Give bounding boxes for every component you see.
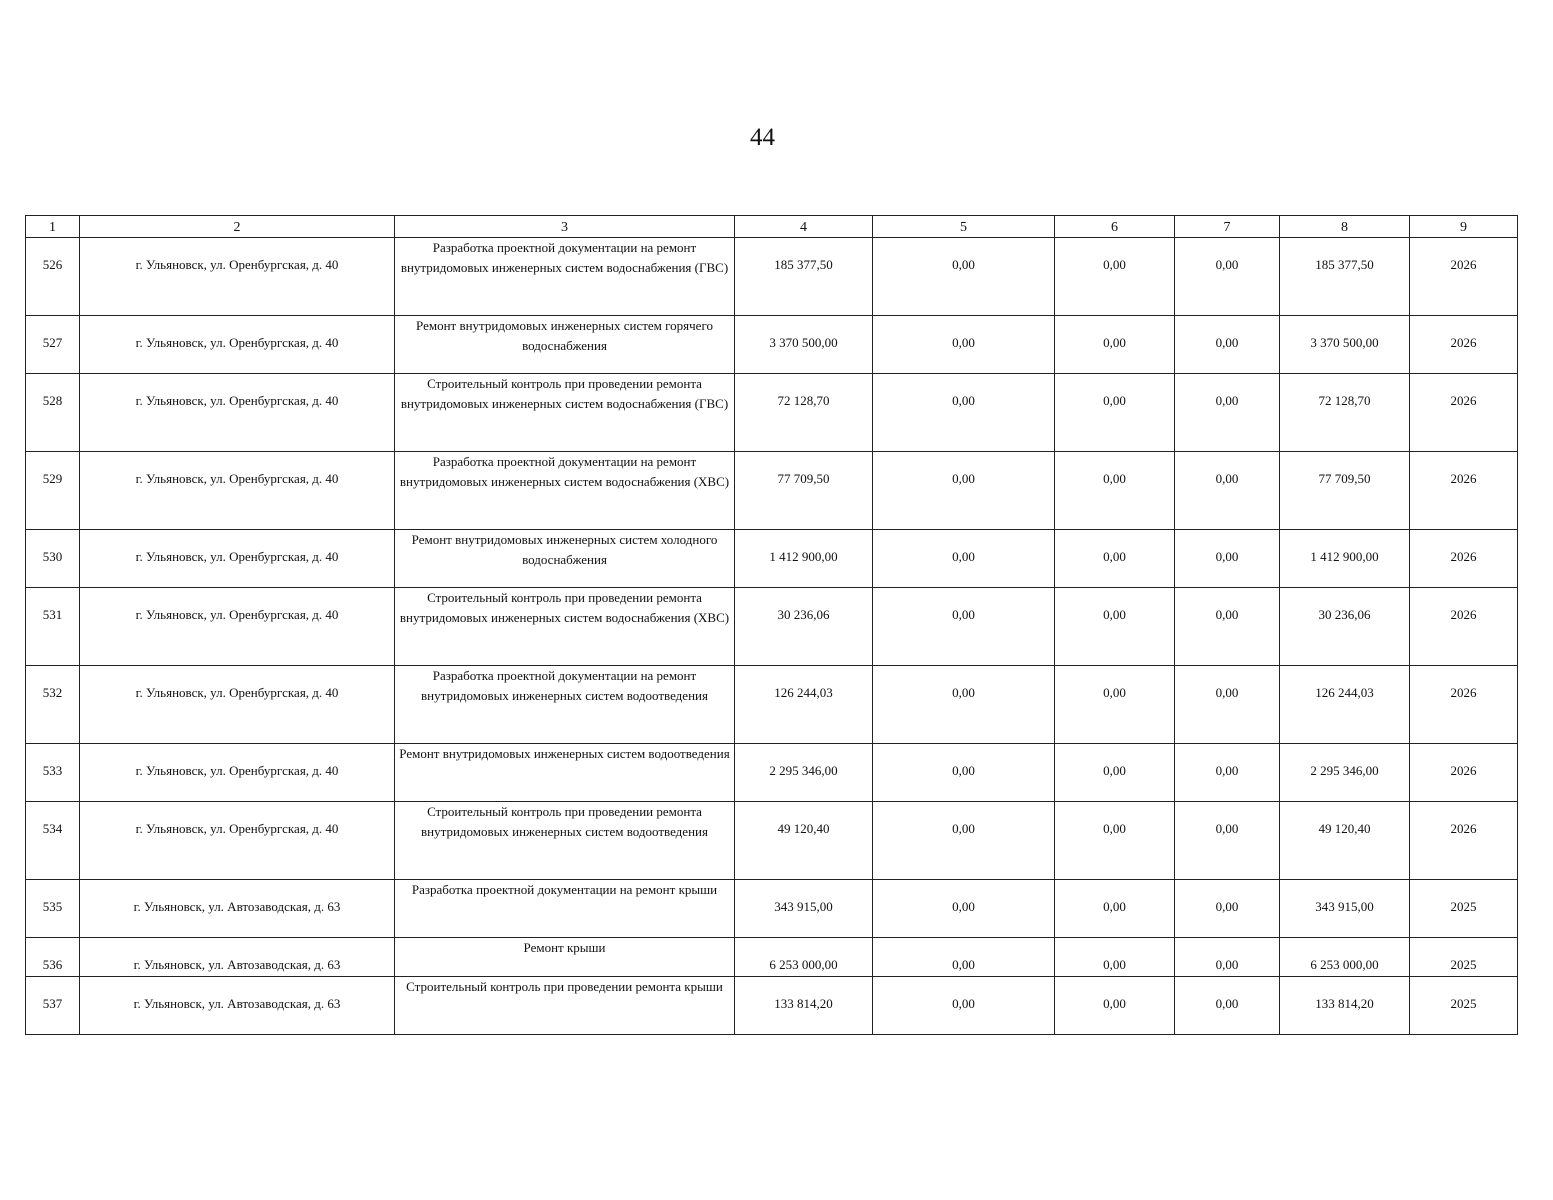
col5-value-cell	[873, 977, 1055, 1035]
col5-value-cell-text: 0,00	[952, 393, 975, 408]
fund-cost-cell-text: 49 120,40	[1318, 821, 1371, 836]
row-number-cell-text: 537	[42, 996, 63, 1011]
col5-value-cell	[873, 374, 1055, 452]
row-number-cell-text: 529	[42, 471, 63, 486]
year-cell-text: 2026	[1450, 685, 1477, 700]
total-cost-cell-text: 185 377,50	[774, 257, 833, 272]
fund-cost-cell-text: 185 377,50	[1315, 257, 1374, 272]
col7-value-cell	[1175, 316, 1280, 374]
col6-value-cell	[1055, 802, 1175, 880]
year-cell-text: 2026	[1450, 335, 1477, 350]
fund-cost-cell-text: 2 295 346,00	[1310, 763, 1379, 778]
col6-value-cell-text: 0,00	[1103, 607, 1126, 622]
total-cost-cell	[735, 316, 873, 374]
col6-value-cell-text: 0,00	[1103, 763, 1126, 778]
col7-value-cell-text: 0,00	[1215, 996, 1239, 1011]
column-header: 5	[873, 216, 1055, 238]
year-cell	[1410, 802, 1518, 880]
total-cost-cell	[735, 938, 873, 977]
work-type-cell-text: Ремонт внутридомовых инженерных систем горячего водоснабжения	[416, 318, 713, 353]
col6-value-cell-text: 0,00	[1103, 257, 1126, 272]
col6-value-cell	[1055, 238, 1175, 316]
col7-value-cell	[1175, 802, 1280, 880]
row-number-cell-text: 535	[42, 899, 63, 914]
column-header: 7	[1175, 216, 1280, 238]
year-cell-text: 2025	[1450, 996, 1477, 1011]
fund-cost-cell	[1280, 977, 1410, 1035]
row-number-cell-text: 528	[42, 393, 63, 408]
year-cell	[1410, 938, 1518, 977]
col7-value-cell-text: 0,00	[1215, 335, 1239, 350]
work-type-cell	[395, 802, 735, 880]
fund-cost-cell-text: 1 412 900,00	[1310, 549, 1379, 564]
fund-cost-cell	[1280, 744, 1410, 802]
address-cell-text: г. Ульяновск, ул. Оренбургская, д. 40	[135, 685, 339, 700]
col6-value-cell	[1055, 452, 1175, 530]
work-type-cell-text: Разработка проектной документации на ремонт внутридомовых инженерных систем водоснабжения (ГВС)	[400, 240, 729, 275]
col7-value-cell	[1175, 880, 1280, 938]
row-number-cell	[26, 744, 80, 802]
year-cell-text: 2025	[1450, 899, 1477, 914]
col5-value-cell-text: 0,00	[952, 763, 975, 778]
year-cell	[1410, 880, 1518, 938]
col7-value-cell-text: 0,00	[1215, 257, 1239, 272]
fund-cost-cell-text: 126 244,03	[1315, 685, 1374, 700]
work-type-cell	[395, 744, 735, 802]
header-row	[26, 216, 1518, 238]
col6-value-cell-text: 0,00	[1103, 996, 1126, 1011]
address-cell-text: г. Ульяновск, ул. Оренбургская, д. 40	[135, 335, 339, 350]
row-number-cell	[26, 588, 80, 666]
fund-cost-cell-text: 133 814,20	[1315, 996, 1374, 1011]
year-cell	[1410, 374, 1518, 452]
total-cost-cell	[735, 452, 873, 530]
fund-cost-cell	[1280, 802, 1410, 880]
work-type-cell	[395, 938, 735, 977]
total-cost-cell-text: 3 370 500,00	[769, 335, 838, 350]
column-header: 1	[26, 216, 80, 238]
col5-value-cell-text: 0,00	[952, 471, 975, 486]
total-cost-cell-text: 343 915,00	[774, 899, 833, 914]
fund-cost-cell	[1280, 666, 1410, 744]
col5-value-cell-text: 0,00	[952, 257, 975, 272]
table-row	[26, 744, 1518, 802]
row-number-cell-text: 533	[42, 763, 63, 778]
row-number-cell-text: 534	[42, 821, 63, 836]
col7-value-cell	[1175, 374, 1280, 452]
row-number-cell-text: 526	[42, 257, 63, 272]
col5-value-cell-text: 0,00	[952, 899, 975, 914]
year-cell	[1410, 316, 1518, 374]
fund-cost-cell-text: 343 915,00	[1315, 899, 1374, 914]
work-type-cell	[395, 530, 735, 588]
address-cell	[80, 802, 395, 880]
table-row	[26, 802, 1518, 880]
col7-value-cell-text: 0,00	[1215, 763, 1239, 778]
total-cost-cell-text: 30 236,06	[777, 607, 830, 622]
col6-value-cell	[1055, 374, 1175, 452]
address-cell-text: г. Ульяновск, ул. Оренбургская, д. 40	[135, 763, 339, 778]
col5-value-cell	[873, 802, 1055, 880]
row-number-cell-text: 531	[42, 607, 63, 622]
row-number-cell	[26, 666, 80, 744]
col7-value-cell	[1175, 666, 1280, 744]
address-cell	[80, 588, 395, 666]
address-cell	[80, 880, 395, 938]
address-cell	[80, 374, 395, 452]
total-cost-cell	[735, 977, 873, 1035]
col5-value-cell	[873, 530, 1055, 588]
row-number-cell	[26, 530, 80, 588]
row-number-cell	[26, 316, 80, 374]
col6-value-cell-text: 0,00	[1103, 899, 1126, 914]
address-cell	[80, 238, 395, 316]
work-type-cell-text: Ремонт крыши	[523, 940, 606, 955]
address-cell	[80, 938, 395, 977]
total-cost-cell	[735, 530, 873, 588]
total-cost-cell	[735, 238, 873, 316]
address-cell-text: г. Ульяновск, ул. Оренбургская, д. 40	[135, 257, 339, 272]
col5-value-cell	[873, 938, 1055, 977]
column-header: 4	[735, 216, 873, 238]
work-type-cell	[395, 452, 735, 530]
row-number-cell-text: 532	[42, 685, 63, 700]
total-cost-cell-text: 49 120,40	[777, 821, 830, 836]
address-cell-text: г. Ульяновск, ул. Оренбургская, д. 40	[135, 393, 339, 408]
row-number-cell-text: 527	[42, 335, 63, 350]
total-cost-cell	[735, 374, 873, 452]
row-number-cell	[26, 977, 80, 1035]
work-type-cell-text: Разработка проектной документации на ремонт крыши	[411, 882, 718, 897]
col5-value-cell-text: 0,00	[952, 335, 975, 350]
work-type-cell-text: Строительный контроль при проведении ремонта внутридомовых инженерных систем водоотведения	[421, 804, 708, 839]
table-row	[26, 316, 1518, 374]
table-row	[26, 238, 1518, 316]
work-type-cell-text: Разработка проектной документации на ремонт внутридомовых инженерных систем водоснабжения (ХВС)	[399, 454, 730, 489]
work-type-cell-text: Ремонт внутридомовых инженерных систем холодного водоснабжения	[411, 532, 718, 567]
column-header: 6	[1055, 216, 1175, 238]
fund-cost-cell-text: 3 370 500,00	[1310, 335, 1379, 350]
address-cell-text: г. Ульяновск, ул. Автозаводская, д. 63	[133, 996, 341, 1011]
work-type-cell	[395, 666, 735, 744]
table-row	[26, 938, 1518, 977]
row-number-cell-text: 536	[42, 957, 63, 972]
col5-value-cell	[873, 880, 1055, 938]
work-type-cell	[395, 880, 735, 938]
fund-cost-cell	[1280, 880, 1410, 938]
col7-value-cell-text: 0,00	[1215, 821, 1239, 836]
work-type-cell-text: Строительный контроль при проведении ремонта внутридомовых инженерных систем водоснабжения (ГВС)	[400, 376, 729, 411]
address-cell-text: г. Ульяновск, ул. Оренбургская, д. 40	[135, 821, 339, 836]
row-number-cell	[26, 452, 80, 530]
fund-cost-cell	[1280, 374, 1410, 452]
col7-value-cell	[1175, 977, 1280, 1035]
col7-value-cell-text: 0,00	[1215, 899, 1239, 914]
col5-value-cell-text: 0,00	[952, 607, 975, 622]
total-cost-cell	[735, 880, 873, 938]
col7-value-cell-text: 0,00	[1215, 607, 1239, 622]
repair-plan-table	[25, 215, 1518, 1035]
fund-cost-cell-text: 6 253 000,00	[1310, 957, 1379, 972]
row-number-cell	[26, 938, 80, 977]
year-cell	[1410, 530, 1518, 588]
table-row	[26, 452, 1518, 530]
column-header: 3	[395, 216, 735, 238]
col6-value-cell	[1055, 938, 1175, 977]
col5-value-cell	[873, 588, 1055, 666]
fund-cost-cell-text: 30 236,06	[1318, 607, 1371, 622]
col7-value-cell	[1175, 452, 1280, 530]
address-cell-text: г. Ульяновск, ул. Оренбургская, д. 40	[135, 471, 339, 486]
col5-value-cell	[873, 238, 1055, 316]
total-cost-cell	[735, 666, 873, 744]
row-number-cell-text: 530	[42, 549, 63, 564]
col7-value-cell-text: 0,00	[1215, 471, 1239, 486]
total-cost-cell-text: 1 412 900,00	[769, 549, 838, 564]
col7-value-cell-text: 0,00	[1215, 685, 1239, 700]
year-cell-text: 2026	[1450, 763, 1477, 778]
col6-value-cell-text: 0,00	[1103, 393, 1126, 408]
col5-value-cell	[873, 452, 1055, 530]
work-type-cell	[395, 238, 735, 316]
year-cell-text: 2025	[1450, 957, 1477, 972]
col6-value-cell-text: 0,00	[1103, 957, 1126, 972]
total-cost-cell	[735, 744, 873, 802]
year-cell	[1410, 744, 1518, 802]
table-row	[26, 530, 1518, 588]
total-cost-cell-text: 6 253 000,00	[769, 957, 838, 972]
address-cell	[80, 666, 395, 744]
address-cell-text: г. Ульяновск, ул. Автозаводская, д. 63	[133, 899, 341, 914]
table-row	[26, 977, 1518, 1035]
total-cost-cell-text: 126 244,03	[774, 685, 833, 700]
col7-value-cell-text: 0,00	[1215, 957, 1239, 972]
year-cell-text: 2026	[1450, 471, 1477, 486]
fund-cost-cell	[1280, 452, 1410, 530]
column-header: 2	[80, 216, 395, 238]
row-number-cell	[26, 238, 80, 316]
col7-value-cell	[1175, 938, 1280, 977]
year-cell	[1410, 452, 1518, 530]
col5-value-cell-text: 0,00	[952, 957, 975, 972]
year-cell-text: 2026	[1450, 607, 1477, 622]
work-type-cell-text: Строительный контроль при проведении ремонта крыши	[406, 979, 723, 994]
column-header: 8	[1280, 216, 1410, 238]
total-cost-cell-text: 2 295 346,00	[769, 763, 838, 778]
table-body	[26, 238, 1518, 1035]
total-cost-cell-text: 72 128,70	[777, 393, 830, 408]
work-type-cell-text: Строительный контроль при проведении ремонта внутридомовых инженерных систем водоснабжения (ХВС)	[399, 590, 730, 625]
fund-cost-cell	[1280, 316, 1410, 374]
fund-cost-cell	[1280, 530, 1410, 588]
year-cell-text: 2026	[1450, 549, 1477, 564]
col5-value-cell	[873, 316, 1055, 374]
col6-value-cell	[1055, 588, 1175, 666]
table-row	[26, 880, 1518, 938]
work-type-cell	[395, 588, 735, 666]
total-cost-cell-text: 133 814,20	[774, 996, 833, 1011]
address-cell	[80, 977, 395, 1035]
col6-value-cell-text: 0,00	[1103, 549, 1126, 564]
col6-value-cell-text: 0,00	[1103, 685, 1126, 700]
col7-value-cell	[1175, 530, 1280, 588]
col7-value-cell	[1175, 238, 1280, 316]
column-header: 9	[1410, 216, 1518, 238]
total-cost-cell-text: 77 709,50	[777, 471, 830, 486]
year-cell	[1410, 977, 1518, 1035]
address-cell-text: г. Ульяновск, ул. Оренбургская, д. 40	[135, 607, 339, 622]
address-cell	[80, 316, 395, 374]
col6-value-cell	[1055, 977, 1175, 1035]
fund-cost-cell	[1280, 938, 1410, 977]
col7-value-cell-text: 0,00	[1215, 549, 1239, 564]
work-type-cell	[395, 374, 735, 452]
total-cost-cell	[735, 588, 873, 666]
col6-value-cell	[1055, 744, 1175, 802]
row-number-cell	[26, 802, 80, 880]
col5-value-cell-text: 0,00	[952, 996, 975, 1011]
col5-value-cell-text: 0,00	[952, 549, 975, 564]
work-type-cell	[395, 316, 735, 374]
fund-cost-cell	[1280, 588, 1410, 666]
col5-value-cell-text: 0,00	[952, 685, 975, 700]
fund-cost-cell	[1280, 238, 1410, 316]
col6-value-cell-text: 0,00	[1103, 471, 1126, 486]
year-cell-text: 2026	[1450, 393, 1477, 408]
work-type-cell-text: Разработка проектной документации на ремонт внутридомовых инженерных систем водоотведения	[421, 668, 708, 703]
address-cell	[80, 530, 395, 588]
year-cell	[1410, 666, 1518, 744]
total-cost-cell	[735, 802, 873, 880]
address-cell	[80, 744, 395, 802]
col5-value-cell	[873, 744, 1055, 802]
work-type-cell-text: Ремонт внутридомовых инженерных систем водоотведения	[399, 746, 730, 761]
col6-value-cell	[1055, 880, 1175, 938]
col6-value-cell-text: 0,00	[1103, 821, 1126, 836]
col6-value-cell	[1055, 666, 1175, 744]
col6-value-cell	[1055, 316, 1175, 374]
page-number: 44	[750, 124, 775, 151]
fund-cost-cell-text: 77 709,50	[1318, 471, 1371, 486]
table-row	[26, 588, 1518, 666]
row-number-cell	[26, 374, 80, 452]
year-cell-text: 2026	[1450, 821, 1477, 836]
year-cell-text: 2026	[1450, 257, 1477, 272]
row-number-cell	[26, 880, 80, 938]
work-type-cell	[395, 977, 735, 1035]
col6-value-cell	[1055, 530, 1175, 588]
col7-value-cell-text: 0,00	[1215, 393, 1239, 408]
table-row	[26, 374, 1518, 452]
col6-value-cell-text: 0,00	[1103, 335, 1126, 350]
year-cell	[1410, 588, 1518, 666]
col5-value-cell-text: 0,00	[952, 821, 975, 836]
address-cell-text: г. Ульяновск, ул. Оренбургская, д. 40	[135, 549, 339, 564]
col7-value-cell	[1175, 744, 1280, 802]
col7-value-cell	[1175, 588, 1280, 666]
fund-cost-cell-text: 72 128,70	[1318, 393, 1371, 408]
table-row	[26, 666, 1518, 744]
address-cell	[80, 452, 395, 530]
address-cell-text: г. Ульяновск, ул. Автозаводская, д. 63	[133, 957, 341, 972]
col5-value-cell	[873, 666, 1055, 744]
year-cell	[1410, 238, 1518, 316]
